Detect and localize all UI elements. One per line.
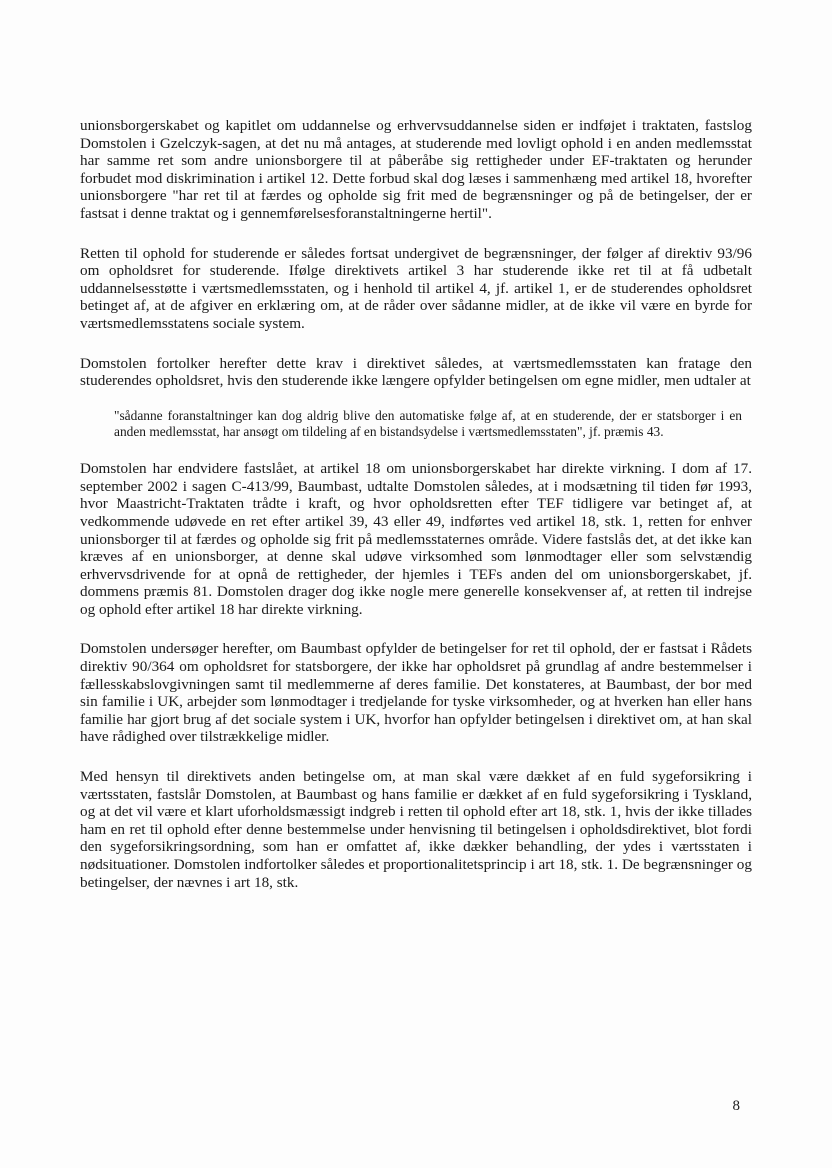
paragraph-6: Med hensyn til direktivets anden betingelse om, at man skal være dækket af en fuld sygeforsikring i værtsstaten, fastslår Domstolen, at Baumbast og hans familie er dækket af en fuld sygeforsikring i Tyskland, og at det vil være et klart uforholdsmæssigt indgreb i retten til ophold efter art 18, stk. 1, hvis der ikke tillades ham en ret til ophold efter denne bestemmelse under henvisning til betingelsen i opholdsdirektivet, blot fordi den sygeforsikringsordning, som han er omfattet af, ikke dækker behandling, der ydes i værtsstaten i nødsituationer. Domstolen indfortolker således et proportionalitetsprincip i art 18, stk. 1. De begrænsninger og betingelser, der nævnes i art 18, stk. xyxy=(80,768,752,891)
block-quote: "sådanne foranstaltninger kan dog aldrig blive den automatiske følge af, at en studerende, der er statsborger i en anden medlemsstat, har ansøgt om tildeling af en bistandsydelse i værtsmedlemsstaten", jf. præmis 43. xyxy=(114,407,742,439)
paragraph-1: unionsborgerskabet og kapitlet om uddannelse og erhvervsuddannelse siden er indføjet i traktaten, fastslog Domstolen i Gzelczyk-sagen, at det nu må antages, at studerende med lovligt ophold i en anden medlemsstat har samme ret som andre unionsborgere til at påberåbe sig rettigheder under EF-traktaten og herunder forbudet mod diskrimination i artikel 12. Dette forbud skal dog læses i sammenhæng med artikel 18, hvorefter unionsborgere "har ret til at færdes og opholde sig frit med de begrænsninger og på de betingelser, der er fastsat i denne traktat og i gennemførelsesforanstaltningerne hertil". xyxy=(80,117,752,222)
paragraph-4: Domstolen har endvidere fastslået, at artikel 18 om unionsborgerskabet har direkte virkning. I dom af 17. september 2002 i sagen C-413/99, Baumbast, udtalte Domstolen således, at i modsætning til tiden før 1993, hvor Maastricht-Traktaten trådte i kraft, og hvor opholdsretten efter TEF tidligere var betinget af, at vedkommende udøvede en ret efter artikel 39, 43 eller 49, indførtes ved artikel 18, stk. 1, retten for enhver unionsborger til at færdes og opholde sig frit på medlemsstaternes område. Videre fastslås det, at det ikke kan kræves af en unionsborger, at denne skal udøve virksomhed som lønmodtager eller som selvstændig erhvervsdrivende for at opnå de rettigheder, der hjemles i TEFs anden del om unionsborgerskabet, jf. dommens præmis 81. Domstolen drager dog ikke nogle mere generelle konsekvenser af, at retten til indrejse og ophold efter artikel 18 har direkte virkning. xyxy=(80,460,752,618)
document-body xyxy=(80,117,752,891)
paragraph-3: Domstolen fortolker herefter dette krav i direktivet således, at værtsmedlemsstaten kan fratage den studerendes opholdsret, hvis den studerende ikke længere opfylder betingelsen om egne midler, men udtaler at xyxy=(80,354,752,390)
paragraph-2: Retten til ophold for studerende er således fortsat undergivet de begrænsninger, der følger af direktiv 93/96 om opholdsret for studerende. Ifølge direktivets artikel 3 har studerende ikke ret til at få udbetalt uddannelsesstøtte i værtsmedlemsstaten, og i henhold til artikel 4, jf. artikel 1, er de studerendes opholdsret betinget af, at de afgiver en erklæring om, at de råder over sådanne midler, at de ikke vil være en byrde for værtsmedlemsstatens sociale system. xyxy=(80,244,752,332)
paragraph-5: Domstolen undersøger herefter, om Baumbast opfylder de betingelser for ret til ophold, der er fastsat i Rådets direktiv 90/364 om opholdsret for statsborgere, der ikke har opholdsret på grundlag af andre bestemmelser i fællesskabslovgivningen samt til medlemmerne af deres familie. Det konstateres, at Baumbast, der bor med sin familie i UK, arbejder som lønmodtager i tredjelande for tyske virksomheder, og at hverken han eller hans familie har gjort brug af det sociale system i UK, hvorfor han opfylder betingelsen i direktivet om, at han skal have rådighed over tilstrækkelige midler. xyxy=(80,640,752,746)
page-number: 8 xyxy=(732,1098,740,1114)
